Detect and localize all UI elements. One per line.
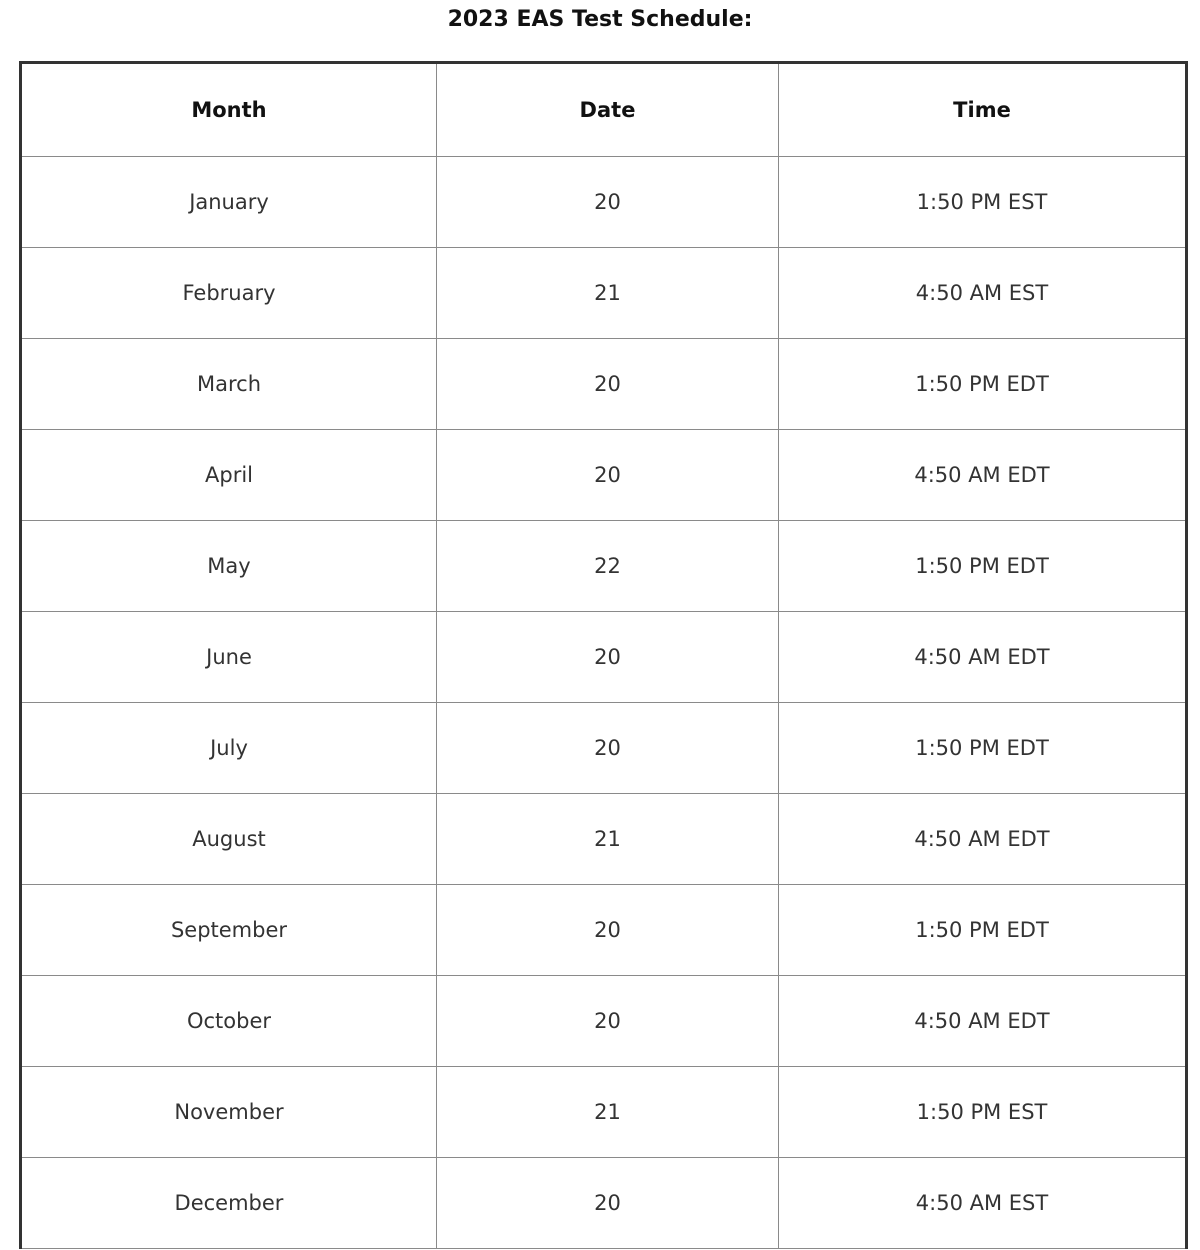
date-cell: 20 xyxy=(437,612,779,703)
date-cell: 20 xyxy=(437,157,779,248)
month-cell: November xyxy=(21,1067,437,1158)
table-header xyxy=(21,63,1187,157)
date-cell: 20 xyxy=(437,703,779,794)
column-header-date: Date xyxy=(437,63,779,157)
date-cell: 20 xyxy=(437,885,779,976)
month-cell: August xyxy=(21,794,437,885)
time-cell: 4:50 AM EST xyxy=(779,1158,1187,1249)
date-cell: 21 xyxy=(437,248,779,339)
table-row xyxy=(21,430,1187,521)
table-row xyxy=(21,794,1187,885)
table-row xyxy=(21,703,1187,794)
table-row xyxy=(21,1067,1187,1158)
date-cell: 20 xyxy=(437,1158,779,1249)
table-row xyxy=(21,248,1187,339)
date-cell: 20 xyxy=(437,430,779,521)
month-cell: June xyxy=(21,612,437,703)
time-cell: 4:50 AM EDT xyxy=(779,794,1187,885)
date-cell: 21 xyxy=(437,1067,779,1158)
time-cell: 1:50 PM EDT xyxy=(779,885,1187,976)
column-header-month: Month xyxy=(21,63,437,157)
month-cell: July xyxy=(21,703,437,794)
time-cell: 4:50 AM EST xyxy=(779,248,1187,339)
page-title: 2023 EAS Test Schedule: xyxy=(447,7,753,32)
time-cell: 1:50 PM EDT xyxy=(779,703,1187,794)
table-row xyxy=(21,339,1187,430)
time-cell: 1:50 PM EDT xyxy=(779,521,1187,612)
month-cell: March xyxy=(21,339,437,430)
time-cell: 4:50 AM EDT xyxy=(779,612,1187,703)
table-row xyxy=(21,612,1187,703)
table-row xyxy=(21,521,1187,612)
column-header-time: Time xyxy=(779,63,1187,157)
date-cell: 22 xyxy=(437,521,779,612)
month-cell: April xyxy=(21,430,437,521)
month-cell: December xyxy=(21,1158,437,1249)
table-row xyxy=(21,976,1187,1067)
table-row xyxy=(21,157,1187,248)
date-cell: 21 xyxy=(437,794,779,885)
time-cell: 4:50 AM EDT xyxy=(779,430,1187,521)
schedule-table xyxy=(19,61,1188,1249)
time-cell: 1:50 PM EST xyxy=(779,1067,1187,1158)
table-row xyxy=(21,885,1187,976)
date-cell: 20 xyxy=(437,976,779,1067)
time-cell: 1:50 PM EDT xyxy=(779,339,1187,430)
time-cell: 4:50 AM EDT xyxy=(779,976,1187,1067)
month-cell: September xyxy=(21,885,437,976)
month-cell: October xyxy=(21,976,437,1067)
month-cell: February xyxy=(21,248,437,339)
table-row xyxy=(21,1158,1187,1249)
month-cell: January xyxy=(21,157,437,248)
time-cell: 1:50 PM EST xyxy=(779,157,1187,248)
month-cell: May xyxy=(21,521,437,612)
table-body xyxy=(21,157,1187,1249)
header-row xyxy=(21,63,1187,157)
date-cell: 20 xyxy=(437,339,779,430)
